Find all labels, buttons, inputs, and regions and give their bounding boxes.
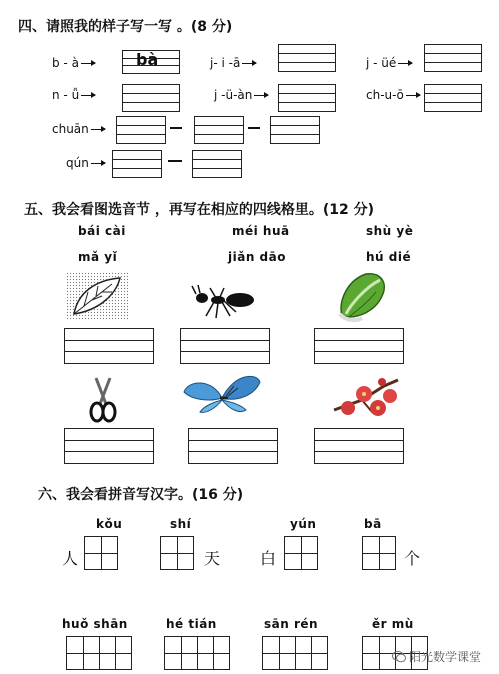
tianzi-grid-san-ren[interactable] [262,636,328,670]
arrow-icon [406,95,420,96]
char-tian: 天 [204,549,221,568]
arrow-icon [91,129,105,130]
arrow-icon [81,63,95,64]
answer-box-j-ue[interactable] [424,44,482,72]
pinyin-shi: shí [170,517,192,531]
syllable-mei-hua: méi huā [232,224,290,238]
arrow-icon [398,63,412,64]
arrow-icon [242,63,256,64]
tianzi-grid-he-tian[interactable] [164,636,230,670]
answer-box-ant[interactable] [180,328,270,364]
pinyin-he-tian: hé tián [166,617,217,631]
answer-box-ch-u-o[interactable] [424,84,482,112]
answer-box-j-u-an[interactable] [278,84,336,112]
pinyin-ch-u-o: ch-u-ō [366,88,420,102]
pinyin-er-mu: ěr mù [372,617,414,631]
answer-box-leaf[interactable] [64,328,154,364]
syllable-ma-yi: mǎ yǐ [78,250,118,264]
arrow-icon [81,95,95,96]
watermark [392,648,481,665]
answer-box-plum-blossom[interactable] [314,428,404,464]
answer-box-scissors[interactable] [64,428,154,464]
scissors-picture [86,376,120,424]
cabbage-picture [336,270,392,324]
tianzi-grid-ba[interactable] [362,536,396,570]
arrow-icon [254,95,268,96]
example-answer: bà [136,50,159,69]
answer-box-chuan-2[interactable] [194,116,244,144]
tianzi-grid-huo-shan[interactable] [66,636,132,670]
answer-box-chuan-3[interactable] [270,116,320,144]
answer-box-cabbage[interactable] [314,328,404,364]
dash [170,127,182,129]
plum-blossom-picture [332,376,402,418]
answer-box-butterfly[interactable] [188,428,278,464]
pinyin-kou: kǒu [96,517,123,531]
char-bai: 白 [260,549,277,568]
pinyin-huo-shan: huǒ shān [62,617,128,631]
answer-box-chuan-1[interactable] [116,116,166,144]
pinyin-b-a: b - à [52,56,95,70]
chat-bubble-icon [392,651,406,663]
syllable-jian-dao: jiǎn dāo [228,250,286,264]
char-ge: 个 [404,549,421,568]
answer-box-n-u[interactable] [122,84,180,112]
syllable-shu-ye: shù yè [366,224,414,238]
char-ren: 人 [62,549,79,568]
dash [248,127,260,129]
syllable-bai-cai: bái cài [78,224,126,238]
dash [168,160,182,162]
pinyin-ba: bā [364,517,382,531]
answer-box-qun-1[interactable] [112,150,162,178]
arrow-icon [91,163,105,164]
leaf-picture [66,272,128,320]
ant-picture [190,282,262,322]
butterfly-picture [182,372,262,418]
section5-title: 五、我会看图选音节 ，再写在相应的四线格里。(12 分) [24,202,375,218]
tianzi-grid-kou[interactable] [84,536,118,570]
pinyin-j-ue: j - üé [366,56,412,70]
pinyin-chuan: chuān [52,122,105,136]
pinyin-yun: yún [290,517,317,531]
syllable-hu-die: hú dié [366,250,412,264]
pinyin-j-i-a: j- i -ā [210,56,256,70]
section4-title: 四、请照我的样子写一写 。(8 分) [18,19,233,35]
tianzi-grid-yun[interactable] [284,536,318,570]
answer-box-ji-a[interactable] [278,44,336,72]
tianzi-grid-shi[interactable] [160,536,194,570]
section6-title: 六、我会看拼音写汉字。(16 分) [38,487,244,503]
pinyin-san-ren: sān rén [264,617,319,631]
watermark-text: 阳光数学课堂 [409,650,482,664]
pinyin-j-u-an: j -ü-àn [214,88,268,102]
answer-box-qun-2[interactable] [192,150,242,178]
pinyin-n-u: n - ǚ [52,88,95,102]
pinyin-qun: qún [66,156,105,170]
